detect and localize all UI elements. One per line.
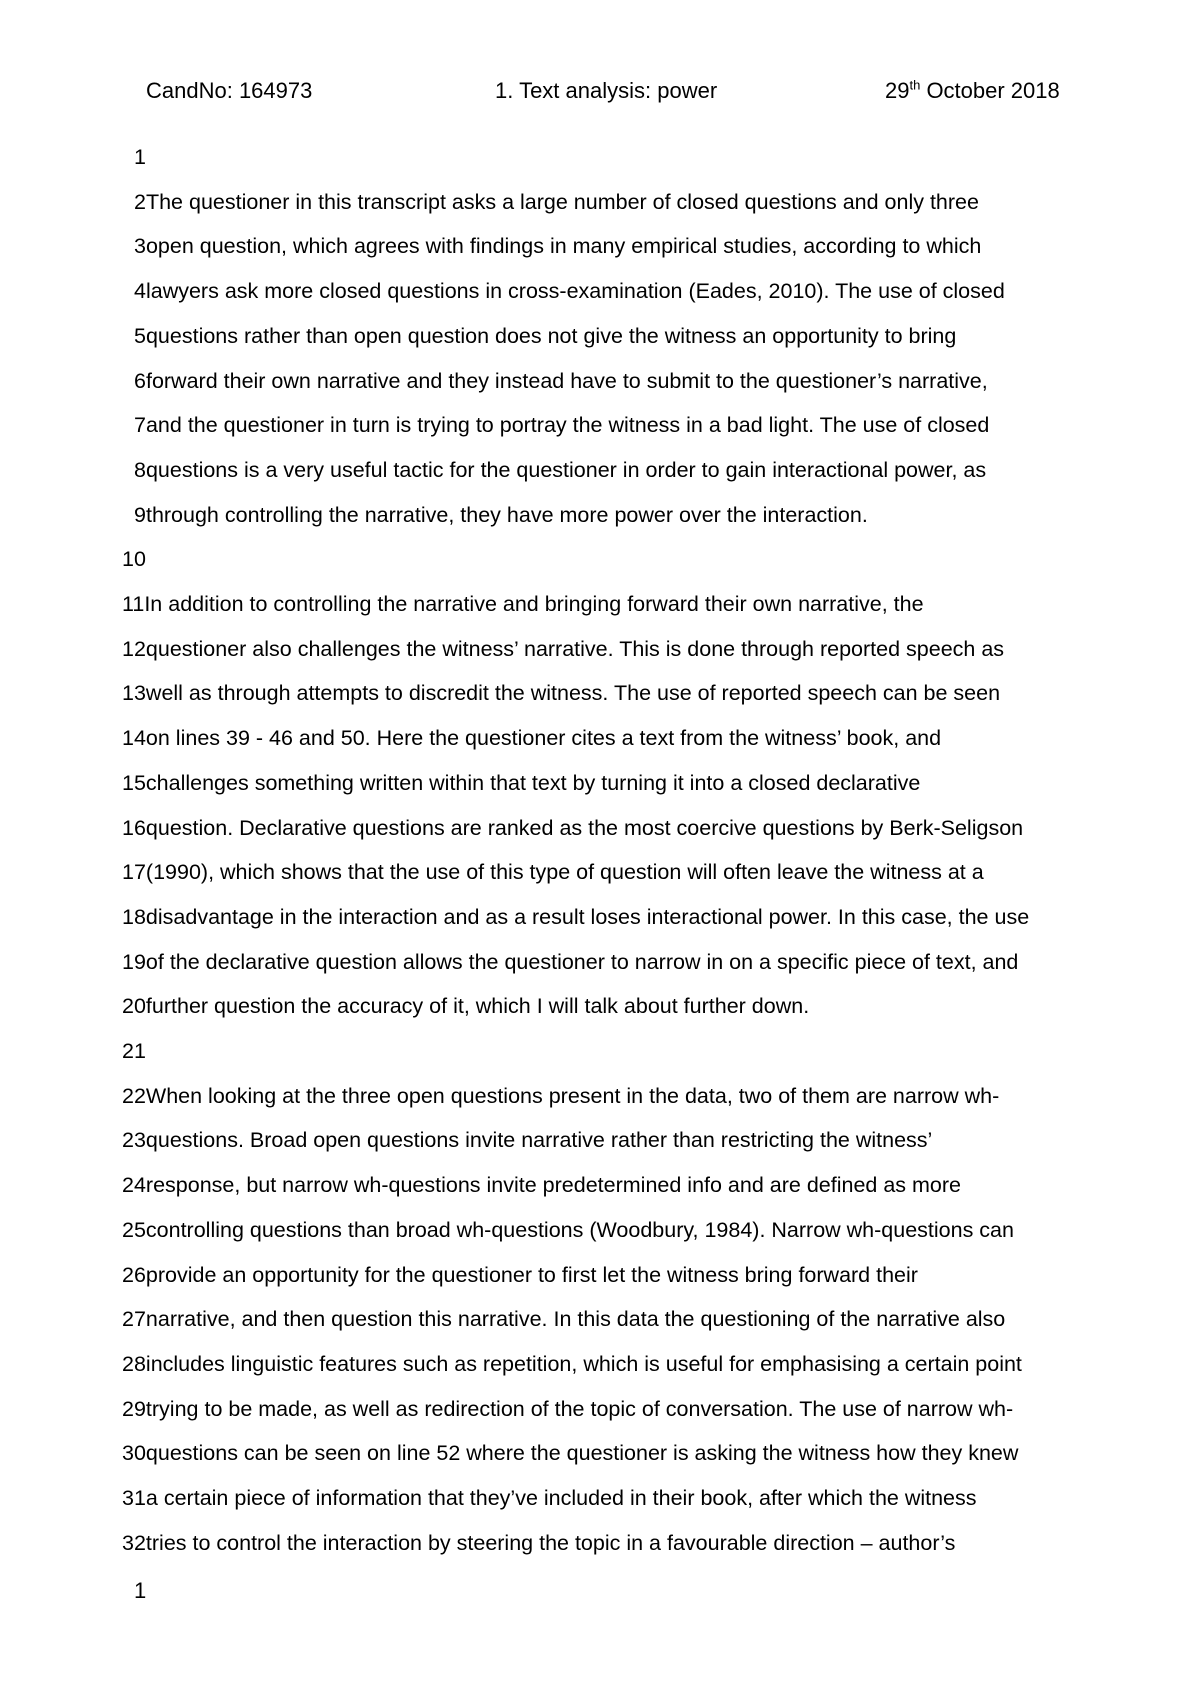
text-line — [134, 411, 989, 439]
line-number: 17 — [122, 860, 146, 885]
line-number: 16 — [122, 815, 146, 840]
text-line — [122, 1126, 932, 1154]
line-text: In addition to controlling the narrative and bringing forward their own narrative, the — [144, 592, 924, 616]
date-suffix: th — [909, 77, 921, 93]
text-line — [122, 679, 1000, 707]
line-number: 23 — [122, 1128, 146, 1153]
line-number: 22 — [122, 1083, 146, 1108]
line-number: 14 — [122, 726, 146, 751]
line-number: 24 — [122, 1173, 146, 1198]
line-text: well as through attempts to discredit the witness. The use of reported speech can be seen — [145, 681, 1001, 706]
line-text: narrative, and then question this narrative. In this data the questioning of the narrative also — [145, 1307, 1006, 1332]
text-line — [122, 1484, 977, 1512]
line-text: When looking at the three open questions present in the data, two of them are narrow wh- — [145, 1083, 1000, 1108]
line-number: 5 — [134, 323, 146, 348]
line-number: 28 — [122, 1351, 146, 1376]
line-number: 31 — [122, 1486, 146, 1510]
line-number: 26 — [122, 1262, 146, 1287]
line-number: 3 — [134, 234, 146, 259]
line-number: 1 — [134, 145, 146, 169]
text-line — [122, 1395, 1013, 1423]
line-text: lawyers ask more closed questions in cross-examination (Eades, 2010). The use of closed — [145, 279, 1005, 304]
line-number: 12 — [122, 636, 146, 661]
line-text: further question the accuracy of it, which I will talk about further down. — [145, 994, 810, 1019]
text-line — [122, 948, 1018, 976]
text-line — [122, 1261, 918, 1289]
text-line — [122, 1305, 1005, 1333]
line-text: trying to be made, as well as redirection of the topic of conversation. The use of narrow wh- — [145, 1396, 1014, 1421]
line-text: on lines 39 - 46 and 50. Here the questioner cites a text from the witness’ book, and — [145, 726, 942, 751]
text-line — [134, 143, 146, 171]
line-number: 25 — [122, 1217, 146, 1242]
line-text: challenges something written within that text by turning it into a closed declarative — [145, 770, 921, 795]
line-number: 30 — [122, 1441, 146, 1466]
line-text: and the questioner in turn is trying to portray the witness in a bad light. The use of closed — [145, 413, 990, 438]
text-line — [122, 1350, 1022, 1378]
line-text: (1990), which shows that the use of this type of question will often leave the witness at a — [145, 860, 984, 885]
text-line — [122, 1439, 1018, 1467]
line-number: 32 — [122, 1530, 146, 1555]
candidate-number: CandNo: 164973 — [146, 78, 313, 103]
line-text: open question, which agrees with findings in many empirical studies, according to which — [145, 234, 982, 259]
text-line — [122, 724, 941, 752]
text-line — [122, 814, 1023, 842]
line-number: 2 — [134, 189, 146, 214]
line-number: 20 — [122, 994, 146, 1019]
text-line — [134, 367, 988, 395]
line-text: of the declarative question allows the questioner to narrow in on a specific piece of text, and — [145, 949, 1019, 974]
text-line — [134, 322, 956, 350]
line-text: controlling questions than broad wh-questions (Woodbury, 1984). Narrow wh-questions can — [145, 1217, 1014, 1242]
line-number: 6 — [134, 368, 146, 393]
line-number: 11 — [122, 592, 145, 616]
line-number: 13 — [122, 681, 146, 706]
text-line — [122, 1529, 955, 1557]
line-number: 29 — [122, 1396, 146, 1421]
line-text: question. Declarative questions are ranked as the most coercive questions by Berk-Seligson — [145, 815, 1024, 840]
text-line — [134, 456, 986, 484]
line-number: 21 — [122, 1039, 146, 1063]
date-day: 29 — [885, 78, 910, 103]
page-header — [0, 72, 1200, 112]
line-text: questions is a very useful tactic for the questioner in order to gain interactional power, as — [145, 457, 987, 482]
text-line — [122, 769, 920, 797]
line-number: 27 — [122, 1307, 146, 1332]
line-text: questions. Broad open questions invite narrative rather than restricting the witness’ — [145, 1128, 933, 1153]
text-line — [122, 1171, 961, 1199]
line-text: includes linguistic features such as repetition, which is useful for emphasising a certain point — [145, 1351, 1022, 1376]
line-text: a certain piece of information that they’ve included in their book, after which the witness — [145, 1486, 977, 1510]
page-number: 1 — [134, 1578, 147, 1603]
text-line — [122, 992, 809, 1020]
line-text: The questioner in this transcript asks a large number of closed questions and only three — [145, 189, 979, 214]
line-number: 8 — [134, 457, 146, 482]
line-text: forward their own narrative and they instead have to submit to the questioner’s narrative, — [145, 368, 988, 393]
line-text: through controlling the narrative, they have more power over the interaction. — [145, 502, 868, 527]
text-line — [134, 501, 868, 529]
document-title: 1. Text analysis: power — [495, 78, 718, 103]
line-number: 9 — [134, 502, 146, 527]
text-line — [122, 858, 984, 886]
text-line — [122, 1082, 999, 1110]
line-text: questions can be seen on line 52 where the questioner is asking the witness how they knew — [145, 1441, 1019, 1466]
text-line — [122, 903, 1029, 931]
line-number: 15 — [122, 770, 146, 795]
line-number: 19 — [122, 949, 146, 974]
line-text: questioner also challenges the witness’ narrative. This is done through reported speech as — [145, 636, 1005, 661]
line-text: response, but narrow wh-questions invite predetermined info and are defined as more — [145, 1173, 962, 1198]
text-line — [122, 635, 1004, 663]
date-rest: October 2018 — [920, 78, 1060, 103]
line-number: 4 — [134, 279, 146, 304]
line-text: questions rather than open question does not give the witness an opportunity to bring — [145, 323, 957, 348]
text-line — [122, 1037, 146, 1065]
line-number: 7 — [134, 413, 146, 438]
text-line — [134, 277, 1005, 305]
document-date — [885, 78, 1060, 104]
line-text: provide an opportunity for the questioner to first let the witness bring forward their — [145, 1262, 918, 1287]
text-line — [122, 1216, 1014, 1244]
text-line — [134, 188, 979, 216]
line-number: 10 — [122, 547, 146, 572]
line-text: tries to control the interaction by steering the topic in a favourable direction – author’s — [145, 1530, 956, 1555]
line-text: disadvantage in the interaction and as a result loses interactional power. In this case, the use — [145, 904, 1030, 929]
line-number: 18 — [122, 904, 146, 929]
text-line — [134, 232, 981, 260]
text-line — [122, 545, 146, 573]
text-line — [122, 590, 924, 618]
